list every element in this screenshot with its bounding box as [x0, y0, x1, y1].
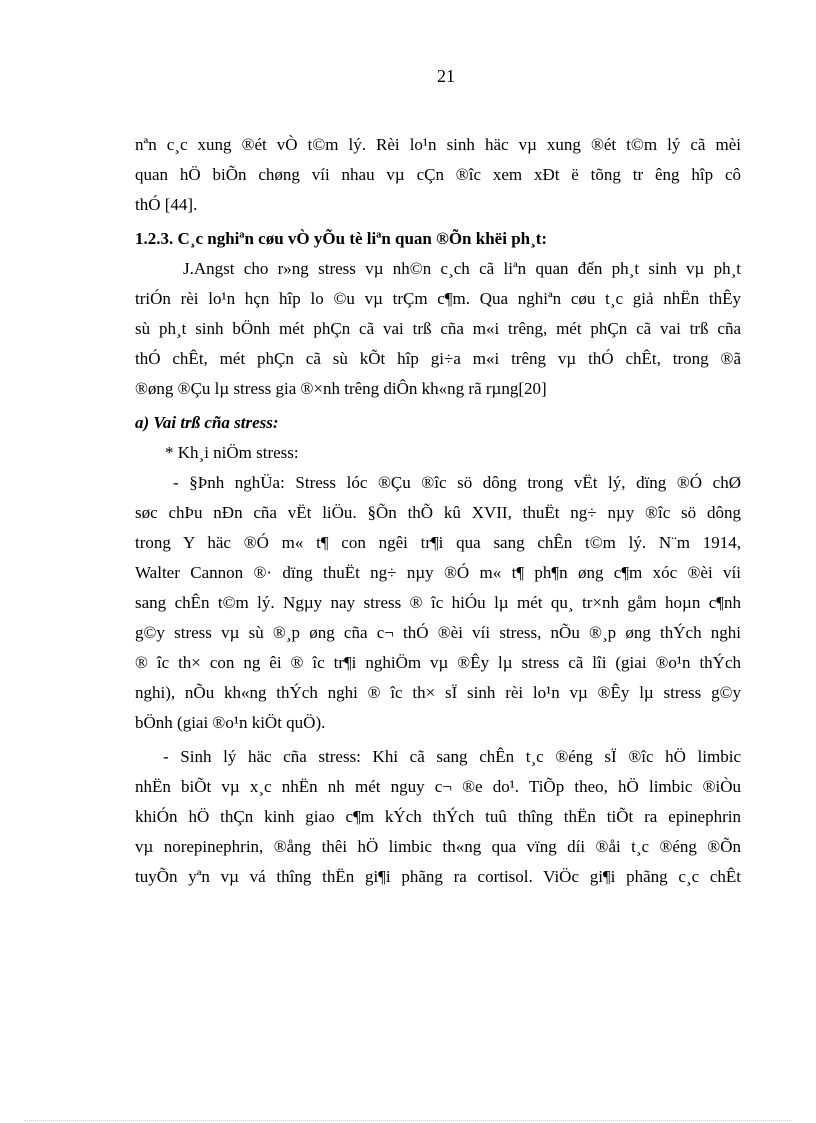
text-line: - §Þnh nghÜa: Stress lóc ®Çu ®îc sö dông trong vËt lý, dïng ®Ó chØ: [173, 473, 741, 492]
text-line: thÓ chÊt, mét phÇn cã sù kÕt hîp gi÷a m«i trêng vµ thÓ chÊt, trong ®ã: [135, 349, 741, 368]
page-number: 21: [437, 66, 455, 86]
text-line: bÖnh (giai ®o¹n kiÖt quÖ).: [135, 713, 326, 732]
text-line: søc chÞu nÐn cña vËt liÖu. §Õn thÕ kû XVII, thuËt ng÷ nµy ®îc sö dông: [135, 503, 741, 522]
text-line: nhËn biÕt vµ x¸c nhËn nh mét nguy c¬ ®e do¹. TiÕp theo, hÖ limbic ®iÒu: [135, 777, 741, 796]
text-line: Walter Cannon ®· dïng thuËt ng÷ nµy ®Ó m« t¶ ph¶n øng c¶m xóc ®èi víi: [135, 563, 741, 582]
text-line: ®øng ®Çu lµ stress gia ®×nh trêng diÔn kh«ng rã rµng[20]: [135, 379, 547, 398]
text-line: nªn c¸c xung ®ét vÒ t©m lý. Rèi lo¹n sinh häc vµ xung ®ét t©m lý cã mèi: [135, 135, 741, 154]
text-line: J.Angst cho r»ng stress vµ nh©n c¸ch cã liªn quan đến ph¸t sinh vµ ph¸t: [183, 259, 741, 278]
text-line: khiÓn hÖ thÇn kinh giao c¶m kÝch thÝch tuû thîng thËn tiÕt ra epinephrin: [135, 807, 741, 826]
text-line: triÓn rèi lo¹n hçn hîp lo ©u vµ trÇm c¶m. Qua nghiªn cøu t¸c giả nhËn thÊy: [135, 289, 741, 308]
text-line: sù ph¸t sinh bÖnh mét phÇn cã vai trß cña m«i trêng, mét phÇn cã vai trß cña: [135, 319, 741, 338]
text-line: vµ norepinephrin, ®ång thêi hÖ limbic th«ng qua vïng díi ®åi t¸c ®éng ®Õn: [135, 837, 741, 856]
text-line: 1.2.3. C¸c nghiªn cøu vÒ yÕu tè liªn quan ®Õn khëi ph¸t:: [135, 229, 548, 248]
text-line: thÓ [44].: [135, 195, 198, 214]
text-line: - Sinh lý häc cña stress: Khi cã sang chÊn t¸c ®éng sÏ ®îc hÖ limbic: [163, 747, 741, 766]
text-line: nghi), nÕu kh«ng thÝch nghi ® îc th× sÏ sinh rèi lo¹n vµ ®Êy lµ stress g©y: [135, 683, 741, 702]
text-line: g©y stress vµ sù ®¸p øng cña c¬ thÓ ®èi víi stress, nÕu ®¸p øng thÝch nghi: [135, 623, 741, 642]
page-bottom-divider: [24, 1120, 792, 1121]
text-line: quan hÖ biÕn chøng víi nhau vµ cÇn ®îc xem xÐt ë tõng tr êng hîp cô: [135, 165, 741, 184]
text-line: ® îc th× con ng êi ® îc tr¶i nghiÖm vµ ®Êy lµ stress cã lîi (giai ®o¹n thÝch: [135, 653, 741, 672]
document-body: [135, 130, 741, 892]
text-line: sang chÊn t©m lý. Ngµy nay stress ® îc hiÓu lµ mét qu¸ tr×nh gåm hoµn c¶nh: [135, 593, 741, 612]
text-line: a) Vai trß cña stress:: [135, 413, 279, 432]
text-line: tuyÕn yªn vµ vá thîng thËn gi¶i phãng ra cortisol. ViÖc gi¶i phãng c¸c chÊt: [135, 867, 741, 886]
text-line: trong Y häc ®Ó m« t¶ con ngêi tr¶i qua sang chÊn t©m lý. N¨m 1914,: [135, 533, 741, 552]
text-line: * Kh¸i niÖm stress:: [165, 443, 299, 462]
